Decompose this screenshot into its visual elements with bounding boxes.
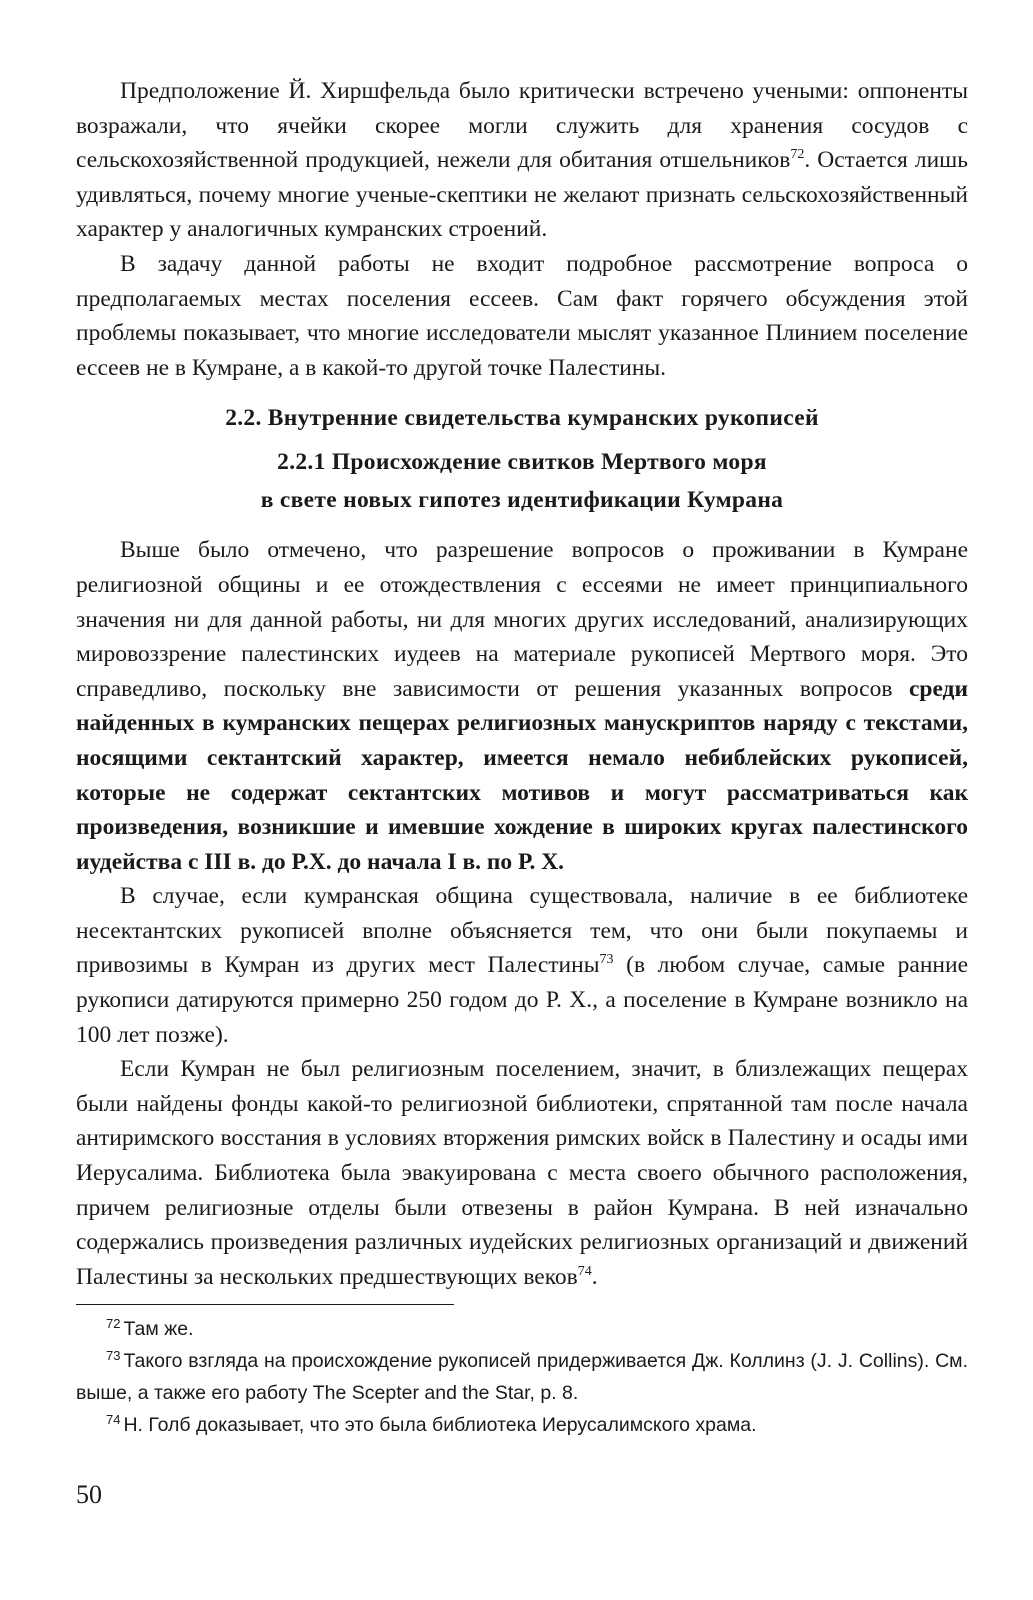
footnote-74: [76, 1409, 968, 1441]
footnote-text: Там же.: [123, 1318, 194, 1341]
subsection-heading-line-1: 2.2.1 Происхождение свитков Мертвого моря: [277, 449, 767, 476]
paragraph-4: [76, 879, 968, 1052]
footnote-number: 74: [106, 1411, 121, 1427]
paragraph-2: [76, 247, 968, 385]
paragraph-text: В случае, если кумранская община существовала, наличие в ее библиотеке несектантских рукописей вполне объясняется тем, что они были покупаемы и привозимы в Кумран из других мест Палестины: [76, 883, 968, 979]
page-body: [76, 74, 968, 1441]
paragraph-text: Предположение Й. Хиршфельда было критически встречено учеными: оппоненты возражали, что ячейки скорее могли служить для хранения сосудов с сельскохозяйственной продукцией, нежели для обитания отшельников: [76, 78, 968, 174]
paragraph-text: Выше было отмечено, что разрешение вопросов о проживании в Кумране религиозной общины и ее отождествления с ессеями не имеет принципиального значения ни для данной работы, ни для многих других исследований, анализирующих мировоззрение палестинских иудеев на материале рукописей Мертвого моря. Это справедливо, поскольку вне зависимости от решения указанных вопросов: [76, 537, 968, 702]
section-heading: 2.2. Внутренние свидетельства кумранских рукописей: [225, 405, 819, 432]
paragraph-text: . Остается лишь удивляться, почему многие ученые-скептики не желают признать сельскохозяйственный характер у аналогичных кумранских строений.: [76, 147, 968, 243]
footnotes: [76, 1313, 968, 1441]
footnote-72: [76, 1313, 968, 1345]
footnote-ref-72[interactable]: 72: [790, 147, 805, 163]
paragraph-text: В задачу данной работы не входит подробное рассмотрение вопроса о предполагаемых местах поселения ессеев. Сам факт горячего обсуждения этой проблемы показывает, что многие исследователи мыслят указанное Плинием поселение ессеев не в Кумране, а в какой-то другой точке Палестины.: [76, 250, 968, 381]
footnote-number: 72: [106, 1315, 121, 1331]
footnote-ref-73[interactable]: 73: [599, 952, 614, 968]
subsection-heading-line-2: в свете новых гипотез идентификации Кумрана: [260, 487, 784, 514]
footnote-73: [76, 1345, 968, 1409]
page-number: 50: [76, 1480, 102, 1509]
footnote-ref-74[interactable]: 74: [577, 1263, 592, 1279]
subsection-heading: [76, 443, 968, 519]
footnote-text: Такого взгляда на происхождение рукописей придерживается Дж. Коллинз (J. J. Collins). См. выше, а также его работу The Scepter and the Star, p. 8.: [76, 1350, 968, 1405]
footnote-text: Н. Голб доказывает, что это была библиотека Иерусалимского храма.: [123, 1414, 757, 1437]
paragraph-1: [76, 74, 968, 247]
paragraph-text: Если Кумран не был религиозным поселением, значит, в близлежащих пещерах были найдены фонды какой-то религиозной библиотеки, спрятанной там после начала антиримского восстания в условиях вторжения римских войск в Палестину и осады ими Иерусалима. Библиотека была эвакуирована с места своего обычного расположения, причем религиозные отделы были отвезены в район Кумрана. В ней изначально содержались произведения различных иудейских религиозных организаций и движений Палестины за нескольких предшествующих веков: [76, 1056, 968, 1290]
paragraph-bold-text: среди найденных в кумранских пещерах религиозных манускриптов наряду с текстами, носящими сектантский характер, имеется немало небиблейских рукописей, которые не содержат сектантских мотивов и могут рассматриваться как произведения, возникшие и имевшие хождение в широких кругах палестинского иудейства с III в. до Р.Х. до начала I в. по Р. Х.: [76, 675, 968, 875]
footnote-divider: [76, 1304, 454, 1305]
paragraph-5: [76, 1052, 968, 1294]
paragraph-text: .: [591, 1263, 598, 1290]
footnote-number: 73: [106, 1347, 121, 1363]
paragraph-text: (в любом случае, самые ранние рукописи датируются примерно 250 годом до Р. Х., а поселение в Кумране возникло на 100 лет позже).: [76, 952, 969, 1048]
paragraph-3: [76, 533, 968, 879]
